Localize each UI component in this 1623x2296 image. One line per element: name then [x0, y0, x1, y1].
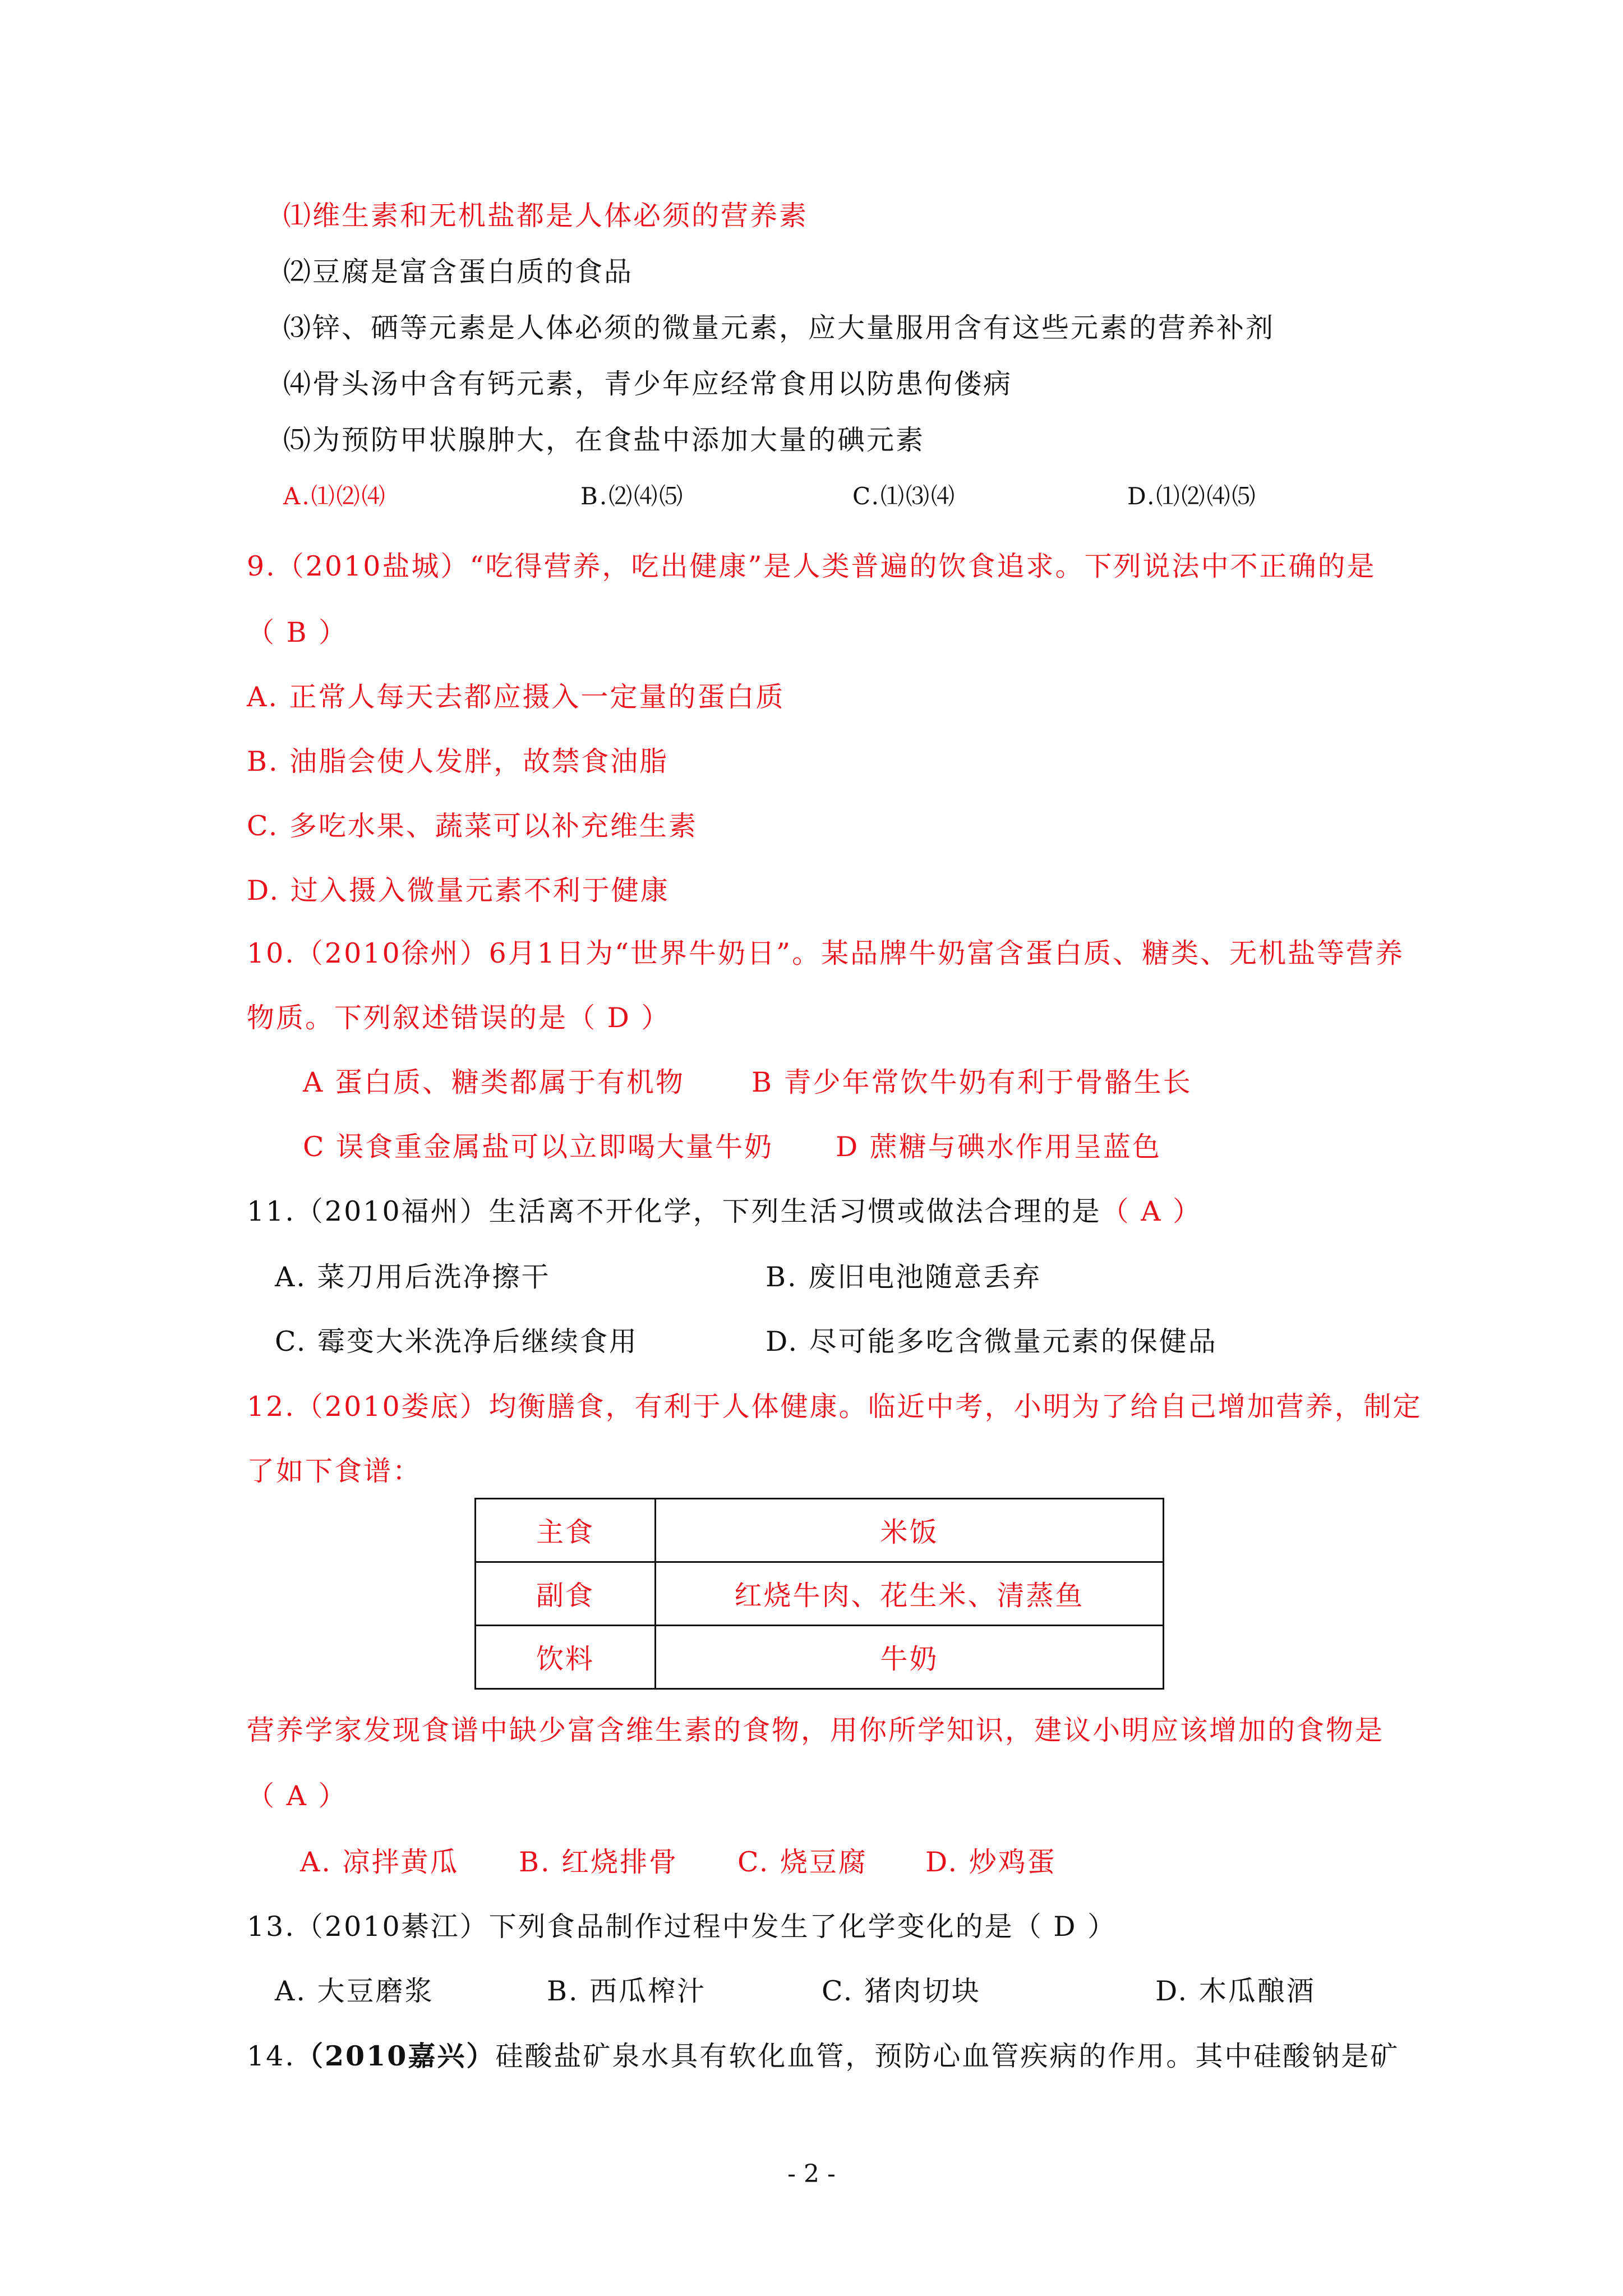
- q11-option-d: D. 尽可能多吃含微量元素的保健品: [766, 1326, 1218, 1358]
- q9-answer: （ B ）: [247, 616, 348, 648]
- table-cell-key: 副食: [476, 1562, 656, 1626]
- q8-option-b: B.⑵⑷⑸: [580, 482, 685, 510]
- q8-option-a: A.⑴⑵⑷: [283, 482, 387, 510]
- statement-2: ⑵豆腐是富含蛋白质的食品: [283, 256, 634, 288]
- q11-option-a: A. 菜刀用后洗净擦干: [275, 1261, 551, 1293]
- table-cell-value: 米饭: [656, 1499, 1164, 1562]
- q9-option-b: B. 油脂会使人发胖，故禁食油脂: [247, 746, 669, 777]
- q8-option-d: D.⑴⑵⑷⑸: [1127, 482, 1257, 510]
- table-row: [476, 1626, 1164, 1689]
- table-cell-key: 饮料: [476, 1626, 656, 1689]
- statement-5: ⑸为预防甲状腺肿大，在食盐中添加大量的碘元素: [283, 424, 925, 456]
- q14-text: 硅酸盐矿泉水具有软化血管，预防心血管疾病的作用。其中硅酸钠是矿: [495, 2040, 1400, 2072]
- q12-answer: （ A ）: [247, 1780, 348, 1812]
- q9-option-d: D. 过入摄入微量元素不利于健康: [247, 875, 670, 907]
- q12-option-d: D. 炒鸡蛋: [925, 1846, 1057, 1878]
- q9-option-c: C. 多吃水果、蔬菜可以补充维生素: [247, 810, 698, 842]
- menu-table: [474, 1498, 1164, 1690]
- q14-number: 14.: [247, 2040, 296, 2072]
- q9-stem: 9.（2010盐城）“吃得营养，吃出健康”是人类普遍的饮食追求。下列说法中不正确的是: [247, 550, 1376, 582]
- q10-option-a: A 蛋白质、糖类都属于有机物: [303, 1066, 685, 1098]
- q13-option-b: B. 西瓜榨汁: [547, 1975, 707, 2007]
- q10-stem-line2: 物质。下列叙述错误的是（ D ）: [247, 1002, 671, 1034]
- table-cell-key: 主食: [476, 1499, 656, 1562]
- statement-3: ⑶锌、硒等元素是人体必须的微量元素，应大量服用含有这些元素的营养补剂: [283, 312, 1275, 344]
- table-row: [476, 1562, 1164, 1626]
- q12-after-table: 营养学家发现食谱中缺少富含维生素的食物，用你所学知识，建议小明应该增加的食物是: [247, 1714, 1385, 1746]
- q8-option-c: C.⑴⑶⑷: [852, 482, 956, 510]
- q14-source: （2010嘉兴）: [295, 2040, 496, 2072]
- q11-stem: 11.（2010福州）生活离不开化学，下列生活习惯或做法合理的是: [247, 1195, 1101, 1227]
- q13-stem: 13.（2010綦江）下列食品制作过程中发生了化学变化的是（ D ）: [247, 1911, 1117, 1943]
- statement-1: ⑴维生素和无机盐都是人体必须的营养素: [283, 200, 809, 232]
- q11-answer: （ A ）: [1101, 1195, 1202, 1227]
- q13-option-a: A. 大豆磨浆: [275, 1975, 434, 2007]
- q11-option-c: C. 霉变大米洗净后继续食用: [275, 1326, 638, 1358]
- table-cell-value: 牛奶: [656, 1626, 1164, 1689]
- q12-option-b: B. 红烧排骨: [519, 1846, 679, 1878]
- q10-option-d: D 蔗糖与碘水作用呈蓝色: [836, 1131, 1161, 1163]
- q14-line: [247, 2039, 1399, 2073]
- q10-stem-line1: 10.（2010徐州）6月1日为“世界牛奶日”。某品牌牛奶富含蛋白质、糖类、无机盐等营养: [247, 937, 1405, 969]
- q10-option-b: B 青少年常饮牛奶有利于骨骼生长: [751, 1066, 1192, 1098]
- q11-stem-line: [247, 1195, 1202, 1228]
- statement-4: ⑷骨头汤中含有钙元素，青少年应经常食用以防患佝偻病: [283, 368, 1013, 400]
- q12-stem-line1: 12.（2010娄底）均衡膳食，有利于人体健康。临近中考，小明为了给自己增加营养，制定: [247, 1391, 1422, 1423]
- q13-option-d: D. 木瓜酿酒: [1155, 1975, 1316, 2007]
- q12-option-a: A. 凉拌黄瓜: [300, 1846, 459, 1878]
- page-number: - 2 -: [787, 2160, 836, 2188]
- q13-option-c: C. 猪肉切块: [822, 1975, 981, 2007]
- q12-option-c: C. 烧豆腐: [737, 1846, 868, 1878]
- q11-option-b: B. 废旧电池随意丢弃: [766, 1261, 1042, 1293]
- q12-stem-line2: 了如下食谱：: [247, 1455, 422, 1487]
- table-cell-value: 红烧牛肉、花生米、清蒸鱼: [656, 1562, 1164, 1626]
- q9-option-a: A. 正常人每天去都应摄入一定量的蛋白质: [247, 681, 785, 713]
- q10-option-c: C 误食重金属盐可以立即喝大量牛奶: [303, 1131, 774, 1163]
- table-row: [476, 1499, 1164, 1562]
